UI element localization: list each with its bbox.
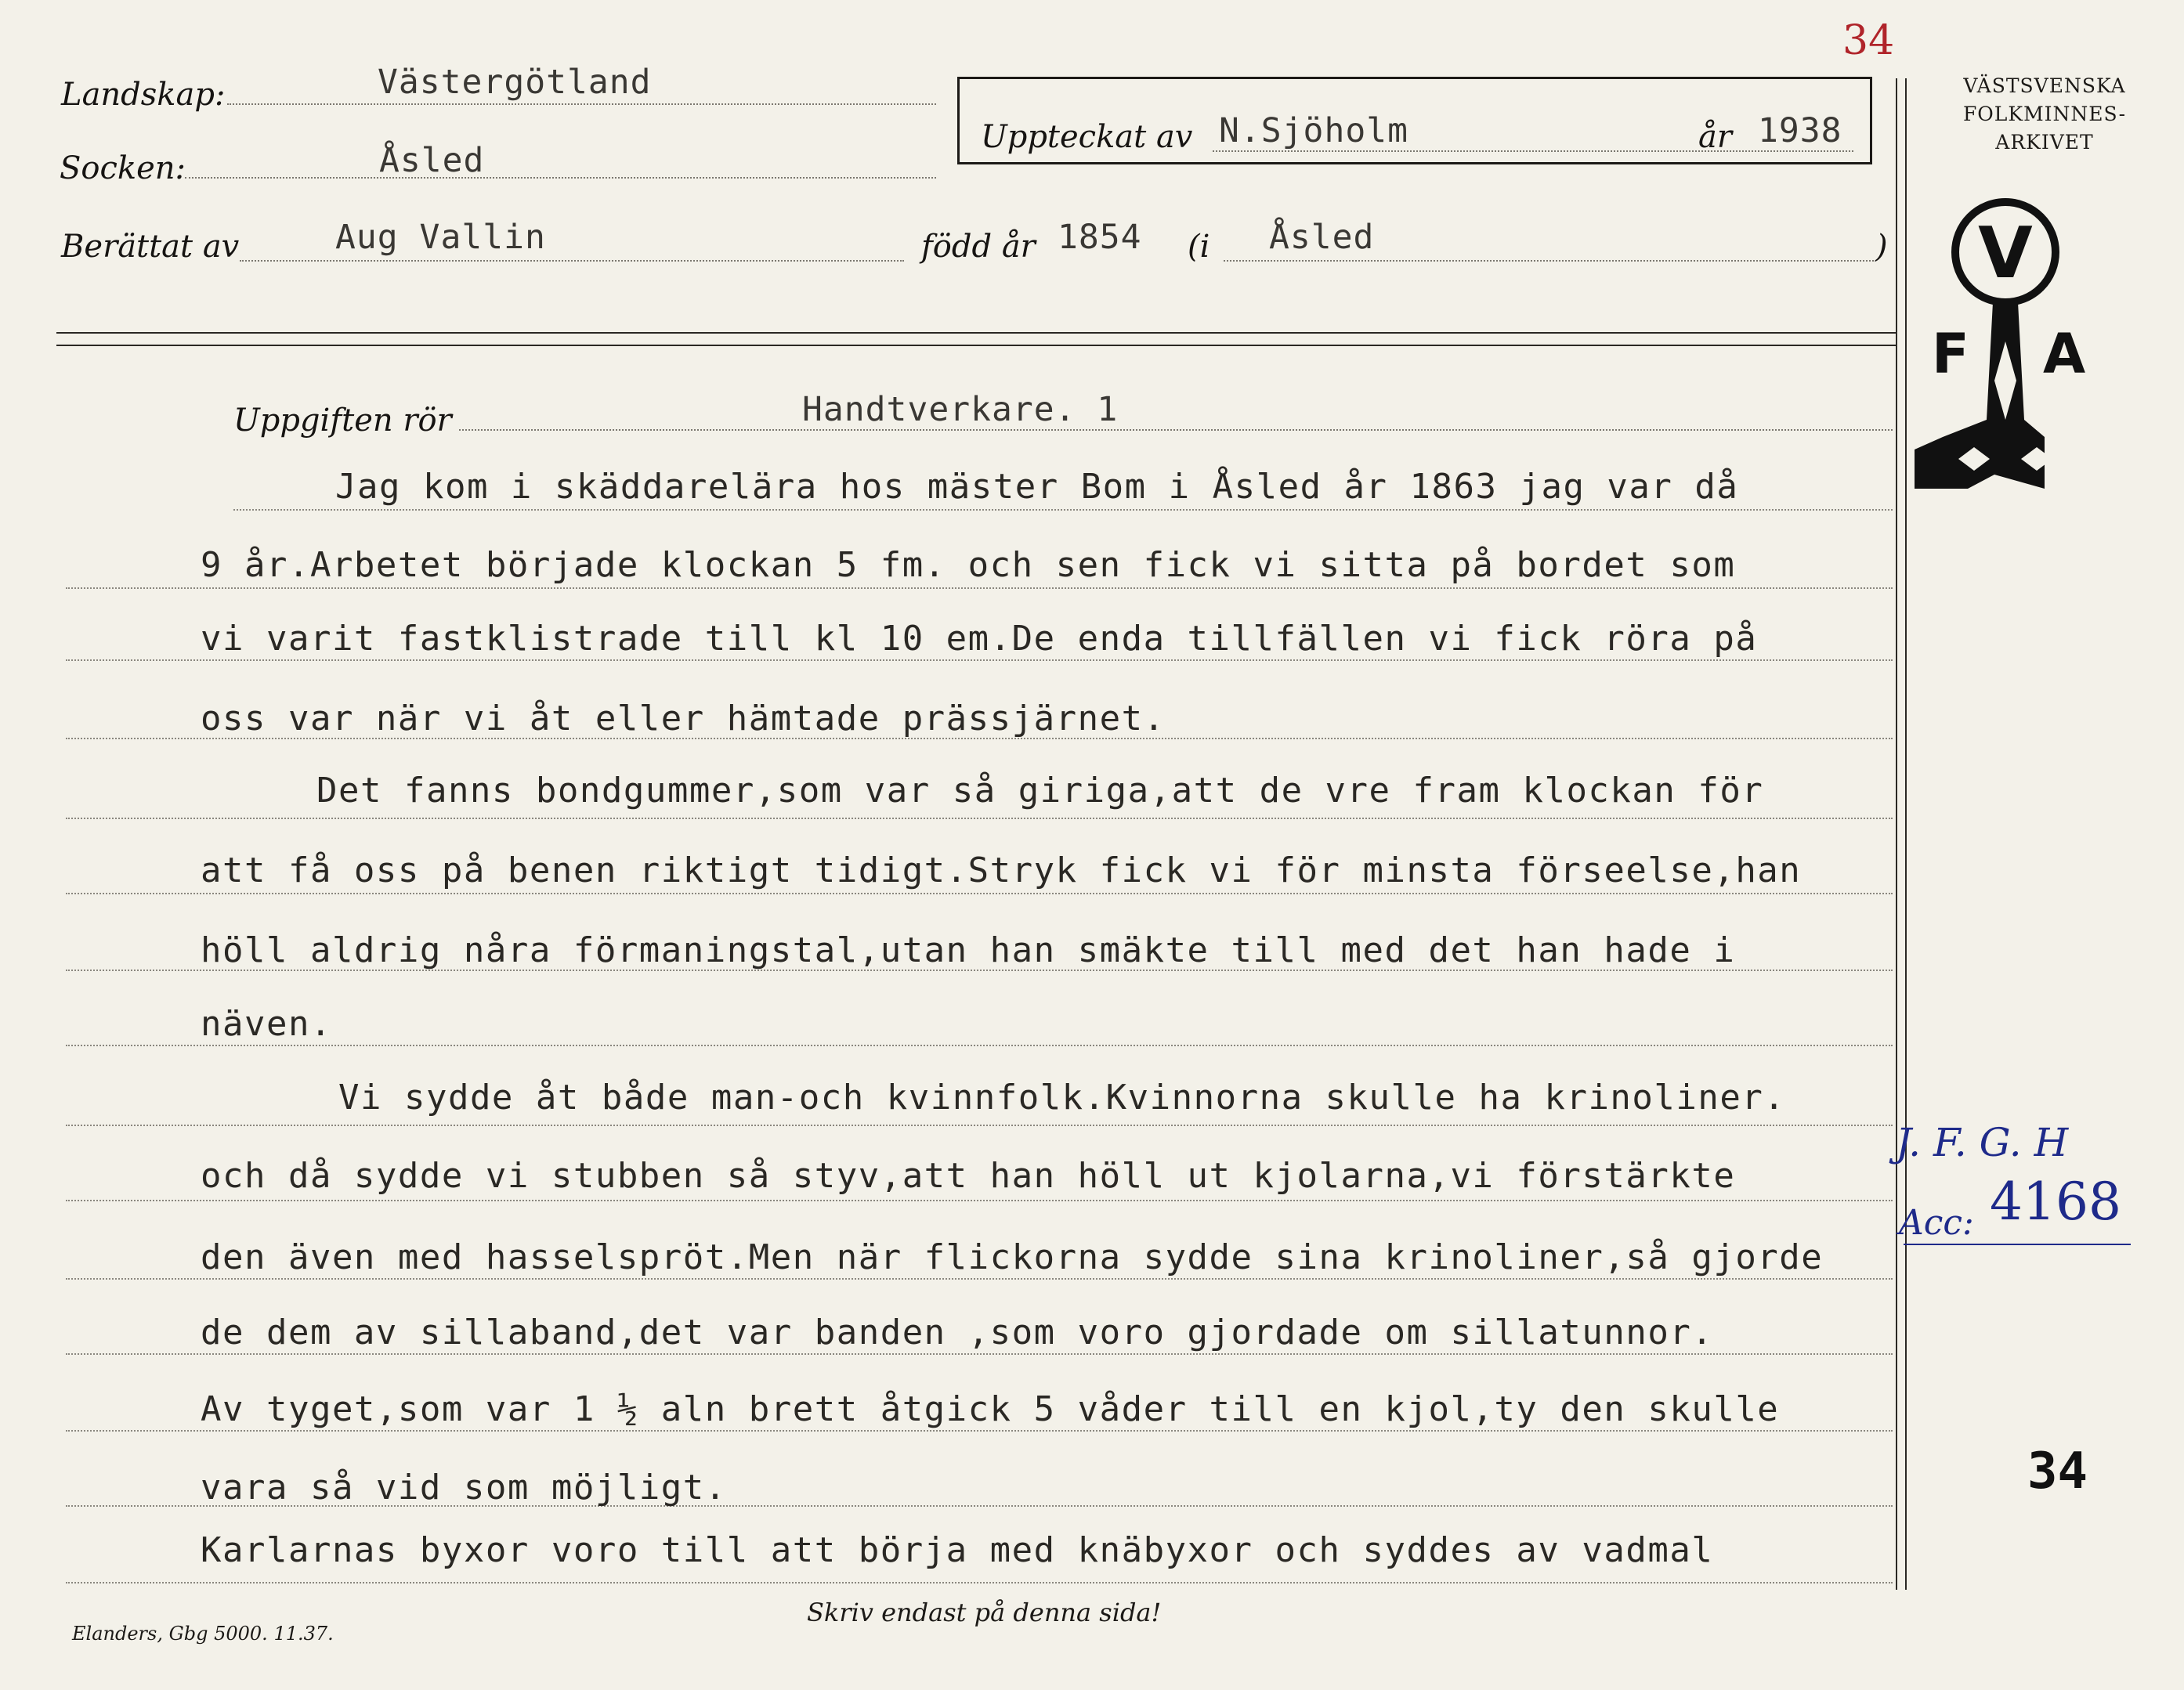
recorder-value: N.Sjöholm	[1219, 111, 1408, 150]
margin-stamp-number: 34	[2027, 1443, 2088, 1500]
body-line: Karlarnas byxor voro till att börja med knäbyxor och syddes av vadmal	[201, 1530, 1714, 1570]
birthplace-close: )	[1875, 229, 1888, 265]
landskap-value: Västergötland	[378, 63, 652, 102]
logo-f: F	[1932, 322, 1969, 386]
logo-v: V	[1978, 212, 2033, 294]
body-line: vi varit fastklistrade till kl 10 em.De enda tillfällen vi fick röra på	[201, 619, 1758, 659]
topic-value: Handtverkare. 1	[802, 390, 1119, 429]
right-margin-rule	[1896, 78, 1897, 1590]
body-line: 9 år.Arbetet började klockan 5 fm. och sen fick vi sitta på bordet som	[201, 545, 1736, 585]
body-line: Det fanns bondgummer,som var så giriga,att de vre fram klockan för	[316, 771, 1764, 811]
socken-value: Åsled	[379, 141, 485, 180]
body-line: den även med hasselspröt.Men när flickorna sydde sina krinoliner,så gjorde	[201, 1237, 1824, 1277]
hammer-logo-icon	[1911, 185, 2178, 498]
born-label: född år	[921, 229, 1036, 265]
accession-number: 4168	[1990, 1172, 2121, 1232]
header-rule	[56, 332, 1896, 334]
year-label: år	[1698, 119, 1732, 155]
birthplace-value: Åsled	[1269, 218, 1375, 257]
archive-name: VÄSTSVENSKA FOLKMINNES- ARKIVET	[1962, 74, 2127, 153]
footer-instruction: Skriv endast på denna sida!	[807, 1598, 1162, 1627]
accession-label: Acc:	[1899, 1203, 1974, 1243]
body-line: Jag kom i skäddarelära hos mäster Bom i Åsled år 1863 jag var då	[335, 467, 1739, 507]
narrator-label: Berättat av	[61, 229, 240, 265]
body-line: vara så vid som möjligt.	[201, 1468, 727, 1508]
body-line: höll aldrig nåra förmaningstal,utan han smäkte till med det han hade i	[201, 930, 1736, 970]
topic-label: Uppgiften rör	[233, 403, 452, 439]
born-year-value: 1854	[1058, 218, 1142, 257]
printer-imprint: Elanders, Gbg 5000. 11.37.	[72, 1623, 334, 1645]
body-line: Vi sydde åt både man-och kvinnfolk.Kvinnorna skulle ha krinoliner.	[338, 1078, 1786, 1118]
body-line: de dem av sillaband,det var banden ,som voro gjordade om sillatunnor.	[201, 1313, 1714, 1352]
archive-logo	[1911, 185, 2178, 498]
handwritten-page-number: 34	[1842, 17, 1895, 64]
socken-label: Socken:	[60, 150, 186, 186]
year-value: 1938	[1758, 111, 1842, 150]
body-line: Av tyget,som var 1 ½ aln brett åtgick 5 våder till en kjol,ty den skulle	[201, 1389, 1780, 1429]
body-line: och då sydde vi stubben så styv,att han höll ut kjolarna,vi förstärkte	[201, 1156, 1736, 1196]
recorder-label: Uppteckat av	[981, 119, 1193, 155]
landskap-label: Landskap:	[61, 77, 226, 113]
body-line: näven.	[201, 1004, 332, 1044]
narrator-value: Aug Vallin	[335, 218, 546, 257]
birthplace-label: (i	[1188, 229, 1210, 265]
logo-a: A	[2043, 322, 2086, 386]
handwritten-initials: J. F. G. H	[1896, 1120, 2069, 1165]
body-line: att få oss på benen riktigt tidigt.Stryk fick vi för minsta förseelse,han	[201, 850, 1802, 890]
body-line: oss var när vi åt eller hämtade prässjärnet.	[201, 699, 1166, 738]
